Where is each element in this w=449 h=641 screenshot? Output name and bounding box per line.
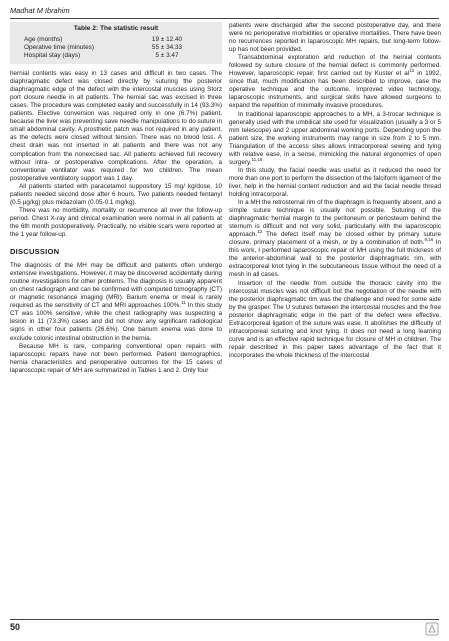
running-header-author: Madhat M Ibrahim (10, 6, 70, 15)
left-column (10, 22, 222, 375)
needle-insertion-paragraph: Insertion of the needle from outside the thoracic cavity into the intercostal muscles was not difficult but the negotiation of the needle with the posterior diaphragmatic rim was the challenge and need for some aide by the grasper. The U sutures between the intercostal muscles and the free posterior diaphragmatic edge in the part of the defect were effective. Extracorporeal ligation of the suture was ease. It abolishes the difficulty of intracorporeal suturing and knot tying. It does not need a long learning curve and is an effective rapid technique for closure of MH in children. The repair described in this paper takes advantage of the fact that it incorporates the whole thickness of the intercostal (229, 279, 441, 359)
table-row-value: 55 ± 34.33 (151, 44, 183, 52)
table-row-value: 5 ± 3.47 (155, 52, 179, 60)
repair-text: In a MH the retrosternal rim of the diaphragm is frequently absent, and a simple suture technique is usually not possible. Suturing of the diaphragmatic hernial margin to the peritoneum or periosteum behind the sternum is difficult and not very solid, particularly with the laparoscopic approach. (229, 199, 441, 239)
table-row (18, 52, 214, 60)
citation: 9,16 (424, 237, 434, 243)
results-paragraph: hernial contents was easy in 13 cases and difficult in two cases. The diaphragmatic defect was closed directly by suturing the posterior diaphragmatic edge of the defect with the intercostal muscles using Storz port closure needle in all patients. The hernial sac was excised in three cases. The procedure was completed easily and successfully in 14 (93.3%) patients. Elective conversion was required only in one (6.7%) patient, because the liver was preventing save needle manipulations to do suture in small abdominal cavity. A prosthetic patch was not required in any patient, as the defects were closed without tension. There was no blood loss. A chest drain was not inserted in all patients and there was not any complication from the nonexcised sac. All patients achieved full recovery without intra- or postoperative complications. After the operation, a conventional ventilator was required for two children. The mean postoperative ventilatory support was 1 day. (10, 70, 222, 182)
continuation-paragraph: patients were discharged after the second postoperative day, and there were no perioperative morbidities or operative mortalities. There have been no recurrences reported in laparoscopic MH repairs, but long-term follow-up has not been provided. (229, 22, 441, 54)
citation: 11,15 (251, 156, 263, 162)
repair-text-end: In this work, I performed laparoscopic repair of MH using the full thickness of the anterior-abdominal wall to the posterior diaphragmatic rim, with extracorporeal knot tying in the subcutaneous tissue without the need of a mesh in all cases. (229, 239, 441, 279)
citation: 12 (409, 68, 415, 74)
repair-text-continued: The defect itself may be closed either by primary suture closure, primary placement of a mesh, or by a combination of both. (229, 231, 441, 247)
table-row (18, 36, 214, 44)
table-row-value: 19 ± 12.40 (151, 36, 183, 44)
right-column (229, 22, 441, 360)
repair-paragraph (229, 199, 441, 279)
technique-text: In traditional laparoscopic approaches to a MH, a 3-trocar technique is generally used with the umbilical site used for visualization (usually a 3 or 5 mm telescope) and 2 upper abdominal working ports. Depending upon the patient size, the working instruments may range in size from 2 to 5 mm. Triangulation of the access sites allows intracorporeal sewing and tying with relative ease, in a sense, mimicking the natural ergonomics of open surgery. (229, 110, 441, 166)
technique-paragraph (229, 111, 441, 167)
table-row (18, 44, 214, 52)
citation: 11 (181, 300, 186, 306)
table-row-label: Age (months) (24, 36, 63, 44)
header-rule (10, 18, 439, 19)
diagnosis-text: The diagnosis of the MH may be difficult and patients often undergo extensive investigations. However, it may be discovered accidentally during routine investigations for other problems. The diagnosis is usually apparent on chest radiograph and can be confirmed with computed tomography (CT) or magnetic resonance imaging (MRI). Barium enema or meal is rarely required as the sensitivity of CT and MRI approaches 100%. (10, 262, 222, 310)
analgesia-paragraph: All patients started with paracetamol suppository 15 mg/ kg/dose, 10 patients needed second dose after 6 hours. Two patients needed fentanyl (0.5 µg/kg) plus midazolam (0.05-0.1 mg/kg). (10, 182, 222, 206)
footer-rule (10, 619, 439, 620)
facial-needle-paragraph: In this study, the facial needle was useful as it reduced the need for more than one port to perform the dissection of the falciform ligament of the liver, help in the hernial content reduction and aid the facial needle thread holding intracorporal. (229, 166, 441, 198)
exploration-text-continued: in 1992, since that, much modification has been described to improve, case the operative technique and the outcome. Improved video technology, laparoscopic instruments, and surgical skills have allowed surgeons to expand the repetition of minimally invasive procedures. (229, 70, 441, 110)
exploration-paragraph (229, 54, 441, 110)
follow-up-paragraph: There was no morbidity, mortality or recurrence all over the follow-up period. Chest X-ray and clinical examination were normal in all patients at the 6th month postoperatively. Practically, no visible scars were reported at the 1 year follow-up. (10, 206, 222, 238)
citation: 12 (257, 229, 263, 235)
table-caption: Table 2: The statistic result (73, 25, 159, 32)
exploration-text: Transabdominal exploration and reduction of the hernial contents followed by suture closure of the hernial defect is commonly performed. However, laparoscopic repair, first carried out by Kuster et al (229, 54, 441, 78)
statistics-table (10, 22, 222, 64)
table-row-label: Hospital stay (days) (24, 52, 81, 60)
diagnosis-text-continued: In this study CT was 100% sensitive, while the chest radiography was suspecting a lesion in 11 (73.3%) cases and did not show any significant radiological signs in other four patients (26.6%). One barium enema was done to exclude colonic intestinal obstruction in the hernia. (10, 302, 222, 342)
page-number: 50 (10, 622, 21, 632)
discussion-heading: DISCUSSION (10, 247, 60, 257)
table-row-label: Operative time (minutes) (24, 44, 94, 52)
publisher-logo-icon (425, 622, 439, 636)
comparison-paragraph: Because MH is rare, comparing conventional open repairs with laparoscopic repairs have not been performed. Patient demographics, hernia characteristics and perioperative outcomes for the 15 cases of laparoscopic repair of MH are summarized in Tables 1 and 2. Only four (10, 342, 222, 374)
diagnosis-paragraph (10, 262, 222, 342)
